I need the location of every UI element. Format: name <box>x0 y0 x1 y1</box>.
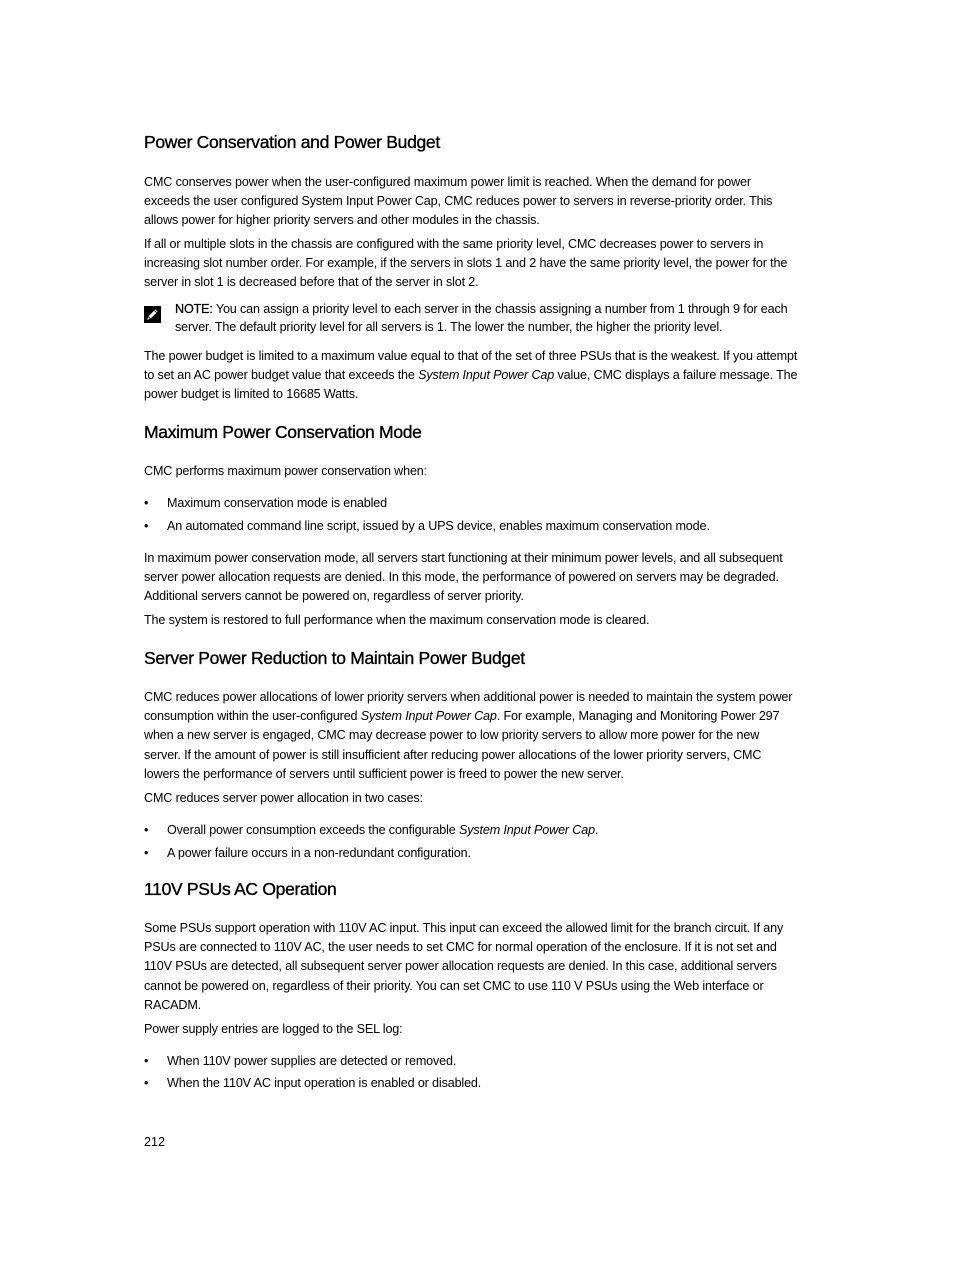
heading-maximum-power-conservation-mode: Maximum Power Conservation Mode <box>144 422 422 442</box>
paragraph: CMC performs maximum power conservation when: <box>144 464 427 478</box>
bullet-marker: • <box>144 823 149 837</box>
paragraph: CMC reduces server power allocation in two cases: <box>144 791 423 805</box>
note-label: NOTE: <box>175 302 213 316</box>
heading-server-power-reduction: Server Power Reduction to Maintain Power Budget <box>144 648 525 668</box>
paragraph: CMC conserves power when the user-configured maximum power limit is reached. When the demand for power exceeds the user configured System Input Power Cap, CMC reduces power to servers in reverse-priority order. This allows power for higher priority servers and other modules in the chassis. <box>144 175 773 228</box>
heading-110v-psus-ac-operation: 110V PSUs AC Operation <box>144 879 337 899</box>
paragraph: The power budget is limited to a maximum value equal to that of the set of three PSUs that is the weakest. If you attempt to set an AC power budget value that exceeds the System Input Power Cap value, CMC displays a failure message. The power budget is limited to 16685 Watts. <box>144 349 798 402</box>
term-system-input-power-cap: System Input Power Cap <box>360 709 497 724</box>
bullet-marker: • <box>144 1054 149 1068</box>
pencil-note-icon <box>144 306 161 323</box>
paragraph: In maximum power conservation mode, all servers start functioning at their minimum power levels, and all subsequent server power allocation requests are denied. In this mode, the performance of powered on servers may be degraded. Additional servers cannot be powered on, regardless of server priority. <box>144 551 783 604</box>
term-system-input-power-cap: System Input Power Cap <box>458 823 595 837</box>
paragraph: Power supply entries are logged to the SEL log: <box>144 1022 403 1036</box>
paragraph: CMC reduces power allocations of lower priority servers when additional power is needed to maintain the system power consumption within the user-configured System Input Power Cap. For example, Managing and Monitoring Power 297 when a new server is engaged, CMC may decrease power to low priority servers to allow more power for the new server. If the amount of power is still insufficient after reducing power allocations of the lower priority servers, CMC lowers the performance of servers until sufficient power is freed to power the new server. <box>144 690 793 781</box>
page-number: 212 <box>144 1135 166 1149</box>
bullet-marker: • <box>144 519 149 533</box>
paragraph: The system is restored to full performance when the maximum conservation mode is cleared. <box>144 613 650 627</box>
term-system-input-power-cap: System Input Power Cap <box>418 368 555 383</box>
bullet-marker: • <box>144 846 149 860</box>
heading-power-conservation-budget: Power Conservation and Power Budget <box>144 132 440 152</box>
bullet-marker: • <box>144 496 149 510</box>
paragraph: If all or multiple slots in the chassis are configured with the same priority level, CMC decreases power to servers in increasing slot number order. For example, if the servers in slots 1 and 2 have the same priority level, the power for the server in slot 1 is decreased before that of the server in slot 2. <box>144 237 788 290</box>
paragraph: Some PSUs support operation with 110V AC input. This input can exceed the allowed limit for the branch circuit. If any PSUs are connected to 110V AC, the user needs to set CMC for normal operation of the enclosure. If it is not set and 110V PSUs are detected, all subsequent server power allocation requests are denied. In this case, additional servers cannot be powered on, regardless of their priority. You can set CMC to use 110 V PSUs using the Web interface or RACADM. <box>144 921 784 1012</box>
bullet-marker: • <box>144 1076 149 1090</box>
note-text: NOTE: You can assign a priority level to each server in the chassis assigning a number from 1 through 9 for each server. The default priority level for all servers is 1. The lower the number, the higher the priority level. <box>175 302 788 334</box>
